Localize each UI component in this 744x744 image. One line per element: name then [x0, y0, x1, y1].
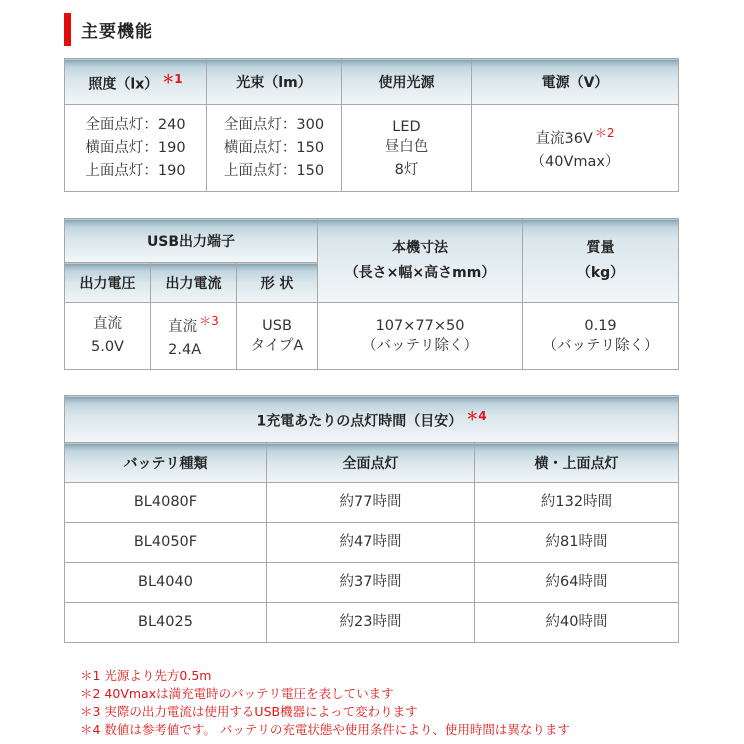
header-battery-type: バッテリ種類 [65, 443, 267, 483]
header-side-top-lighting: 横・上面点灯 [475, 443, 679, 483]
footnotes [80, 667, 570, 739]
footnote-4: ＊4 数値は参考値です。 バッテリの充電状態や使用条件により、使用時間は異なります [80, 722, 570, 737]
footnote-2: ＊2 40Vmaxは満充電時のバッテリ電圧を表しています [80, 686, 394, 701]
usb-group-header-row [65, 219, 679, 263]
header-shape: 形 状 [237, 263, 318, 303]
header-illuminance: 照度（lx） ＊1 [65, 59, 207, 105]
light-source-values: LED 昼白色 8灯 [342, 105, 472, 192]
footnote-marker: ＊4 [466, 409, 487, 424]
header-weight: 質量 （kg） [523, 219, 679, 303]
output-current-value: 直流 $^{*3}$ 2.4A [151, 303, 237, 370]
footnote-marker: ＊3 [199, 314, 219, 329]
table-row: BL4025 約23時間 約40時間 [65, 603, 679, 643]
table-row: BL4080F 約77時間 約132時間 [65, 483, 679, 523]
header-output-current: 出力電流 [151, 263, 237, 303]
header-full-lighting: 全面点灯 [267, 443, 475, 483]
footnote-3: ＊3 実際の出力電流は使用するUSB機器によって変わります [80, 704, 418, 719]
table-row: BL4050F 約47時間 約81時間 [65, 523, 679, 563]
header-dimensions: 本機寸法 （長さ×幅×高さmm） [318, 219, 523, 303]
specs-value-row [65, 105, 679, 192]
section-heading [64, 12, 153, 46]
illuminance-values: 全面点灯：240 横面点灯：190 上面点灯：190 [65, 105, 207, 192]
page-title: 主要機能 [81, 21, 153, 42]
dimensions-value: 107×77×50 （バッテリ除く） [318, 303, 523, 370]
shape-value: USB タイプA [237, 303, 318, 370]
runtime-title-row [65, 396, 679, 443]
weight-value: 0.19 （バッテリ除く） [523, 303, 679, 370]
runtime-table-title: 1充電あたりの点灯時間（目安） ＊4 [65, 396, 679, 443]
footnote-marker: ＊1 [162, 71, 183, 86]
header-output-voltage: 出力電圧 [65, 263, 151, 303]
runtime-header-row [65, 443, 679, 483]
header-power: 電源（V） [472, 59, 679, 105]
specs-header-row [65, 59, 679, 105]
footnote-1: ＊1 光源より先方0.5m [80, 668, 212, 683]
specs-table [64, 58, 679, 192]
usb-dimensions-table [64, 218, 679, 370]
header-light-source: 使用光源 [342, 59, 472, 105]
footnote-marker: ＊2 [594, 126, 615, 141]
table-row: BL4040 約37時間 約64時間 [65, 563, 679, 603]
output-voltage-value: 直流 5.0V [65, 303, 151, 370]
header-usb-output: USB出力端子 [65, 219, 318, 263]
header-luminous-flux: 光束（lm） [207, 59, 342, 105]
runtime-table [64, 395, 679, 643]
title-accent-bar [64, 13, 71, 46]
luminous-flux-values: 全面点灯：300 横面点灯：150 上面点灯：150 [207, 105, 342, 192]
power-values: 直流36V $^{*2}$ （40Vmax） [472, 105, 679, 192]
usb-value-row [65, 303, 679, 370]
